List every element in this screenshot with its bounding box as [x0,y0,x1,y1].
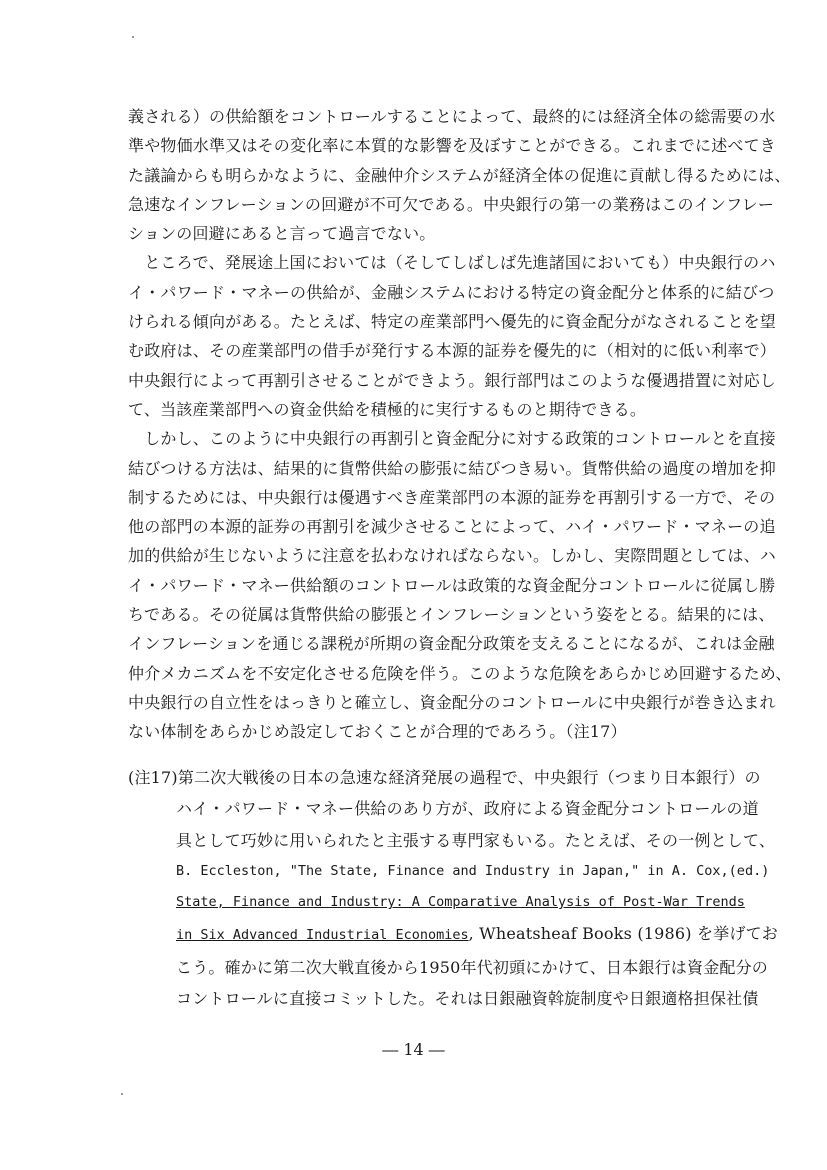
body-line: 他の部門の本源的証券の再割引を減少させることによって、ハイ・パワード・マネーの追 [128,517,776,537]
body-line: 仲介メカニズムを不安定化させる危険を伴う。このような危険をあらかじめ回避するため、 [128,663,792,683]
body-line: た議論からも明らかなように、金融仲介システムが経済全体の促進に貢献し得るためには、 [128,165,791,185]
footnote-line: コントロールに直接コミットした。それは日銀融資斡旋制度や日銀適格担保社債 [176,989,759,1009]
scan-speck [132,36,134,38]
scan-speck [121,1093,123,1095]
body-line: イ・パワード・マネーの供給が、金融システムにおける特定の資金配分と体系的に結びつ [128,282,775,302]
footnote-book-title: State, Finance and Industry: A Comparative Analysis of Post-War Trends [176,894,745,911]
footnote-publisher: , Wheatsheaf Books (1986) を挙げてお [468,924,779,944]
body-text [128,102,792,747]
body-line: 準や物価水準又はその変化率に本質的な影響を及ぼすことができる。これまでに述べてき [128,136,777,156]
body-line: ところで、発展途上国においては（そしてしばしば先進諸国においても）中央銀行のハ [128,253,776,273]
body-line: ちである。その従属は貨幣供給の膨張とインフレーションという姿をとる。結果的には、 [128,605,775,625]
footnote-line [128,918,779,951]
body-line: 義される）の供給額をコントロールすることによって、最終的には経済全体の総需要の水 [128,107,776,126]
body-line: けられる傾向がある。たとえば、特定の産業部門へ優先的に資金配分がなされることを望 [128,312,777,332]
footnote-book-title-cont: in Six Advanced Industrial Economies [176,927,469,944]
body-line: ない体制をあらかじめ設定しておくことが合理的であろう。（注17） [128,722,627,742]
footnote-citation-line: B. Eccleston, "The State, Finance and Industry in Japan," in A. Cox,(ed.) [176,862,770,879]
body-line: て、当該産業部門への資金供給を積極的に実行するものと期待できる。 [128,399,647,419]
body-line: 中央銀行によって再割引させることができよう。銀行部門はこのような優遇措置に対応し [128,370,777,390]
footnote-line: (注17)第二次大戦後の日本の急速な経済発展の過程で、中央銀行（つまり日本銀行）の [128,768,761,787]
body-line: 加的供給が生じないように注意を払わなければならない。しかし、実際問題としては、ハ [128,546,777,566]
page-number: ― 14 ― [382,1040,445,1059]
body-line: ションの回避にあると言って過言でない。 [128,224,436,244]
body-line: む政府は、その産業部門の借手が発行する本源的証券を優先的に（相対的に低い利率で） [128,341,777,361]
footnote-line: 具として巧妙に用いられたと主張する専門家もいる。たとえば、その一例として、 [176,830,776,850]
body-line: 中央銀行の自立性をはっきりと確立し、資金配分のコントロールに中央銀行が巻き込まれ [128,692,776,712]
body-line: イ・パワード・マネー供給額のコントロールは政策的な資金配分コントロールに従属し勝 [128,575,776,595]
body-line: しかし、このように中央銀行の再割引と資金配分に対する政策的コントロールとを直接 [128,429,776,449]
body-line: 急速なインフレーションの回避が不可欠である。中央銀行の第一の業務はこのインフレー [128,194,775,214]
body-line: インフレーションを通じる課税が所期の資金配分政策を支えることになるが、これは金融 [128,634,775,654]
footnote-line: ハイ・パワード・マネー供給のあり方が、政府による資金配分コントロールの道 [176,799,759,819]
footnote [128,762,779,1014]
body-line: 制するためには、中央銀行は優遇すべき産業部門の本源的証券を再割引する一方で、その [128,487,776,507]
footnote-line: こう。確かに第二次大戦直後から1950年代初頭にかけて、日本銀行は資金配分の [176,957,768,977]
body-line: 結びつける方法は、結果的に貨幣供給の膨張に結びつき易い。貨幣供給の過度の増加を抑 [128,458,777,478]
